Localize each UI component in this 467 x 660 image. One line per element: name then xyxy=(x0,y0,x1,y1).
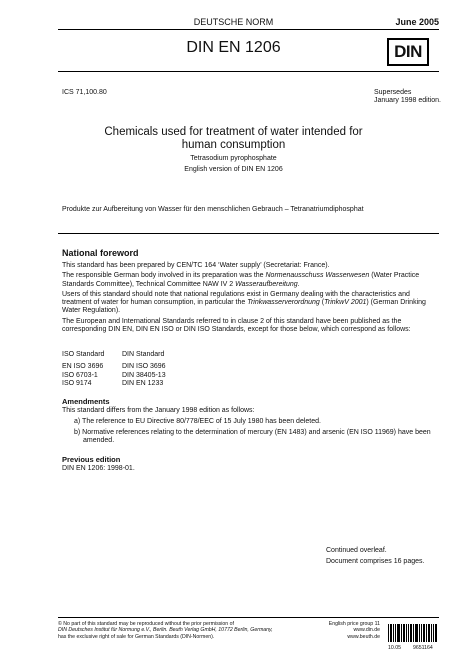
table-cell: ISO 9174 xyxy=(62,379,92,387)
national-foreword-heading: National foreword xyxy=(62,248,139,258)
page-count: Document comprises 16 pages. xyxy=(326,558,425,565)
previous-edition-heading: Previous edition xyxy=(62,455,121,464)
series-label: DEUTSCHE NORM xyxy=(193,17,274,27)
title-line-1: Chemicals used for treatment of water intended for xyxy=(104,126,363,138)
title-line-2: human consumption xyxy=(181,139,286,151)
national-foreword-body xyxy=(62,262,434,336)
price-block xyxy=(300,621,380,640)
table-row xyxy=(62,363,172,371)
foreword-p1: This standard has been prepared by CEN/TC 164 ‘Water supply’ (Secretariat: France). xyxy=(62,262,330,269)
table-cell: DIN EN 1233 xyxy=(122,379,164,387)
amendments-intro: This standard differs from the January 1998 edition as follows: xyxy=(62,407,255,414)
foreword-p2: The responsible German body involved in its preparation was the Normenausschuss Wasserwesen (Water Practice Standards Committee), Technical Committee NAW IV 2 Wasseraufbereitung. xyxy=(62,272,420,288)
table-row xyxy=(62,372,172,380)
date-code: 10.05 xyxy=(388,645,401,651)
table-header-cell: DIN Standard xyxy=(122,351,165,358)
english-version: English version of DIN EN 1206 xyxy=(184,166,283,173)
foreword-p3: Users of this standard should note that national regulations exist in Germany dealing with the characteristics and treatment of water for human consumption, in particular the Trinkwasserverordnung (TrinkwV 2001) (German Drinking Water Regulation). xyxy=(62,290,426,315)
supersedes-edition: January 1998 edition. xyxy=(374,97,441,104)
table-cell: EN ISO 3696 xyxy=(62,363,104,371)
table-cell: DIN ISO 3696 xyxy=(122,363,166,371)
top-rule xyxy=(58,29,439,30)
document-title xyxy=(0,126,467,152)
amendments-heading: Amendments xyxy=(62,397,110,406)
table-cell: DIN 38405-13 xyxy=(122,371,166,379)
foreword-p4: The European and International Standards referred to in clause 2 of this standard have been published as the corresponding DIN EN, DIN EN ISO or DIN ISO Standards, except for those below, which correspond as follows: xyxy=(62,317,411,334)
amendment-item-a: a) The reference to EU Directive 80/778/EEC of 15 July 1980 has been deleted. xyxy=(74,418,321,425)
copyright-line-2: DIN Deutsches Institut für Normung e.V., Berlin. Beuth Verlag GmbH, 10772 Berlin, Germany, xyxy=(58,627,273,634)
din-logo xyxy=(387,38,429,66)
continued-note: Continued overleaf. xyxy=(326,547,387,554)
product-code: 9651164 xyxy=(413,645,433,651)
subtitle: Tetrasodium pyrophosphate xyxy=(190,155,277,162)
previous-edition-text: DIN EN 1206: 1998-01. xyxy=(62,465,135,472)
doc-number-title: DIN EN 1206 xyxy=(186,39,281,56)
table-cell: ISO 6703-1 xyxy=(62,371,98,379)
footer-rule xyxy=(58,617,439,618)
table-row xyxy=(62,380,172,388)
din-logo-text: DIN xyxy=(394,42,422,61)
german-title: Produkte zur Aufbereitung von Wasser für den menschlichen Gebrauch – Tetranatriumdiphosphat xyxy=(62,206,364,213)
copyright-line-3: has the exclusive right of sale for German Standards (DIN-Normen). xyxy=(58,633,215,640)
amendment-item-b: b) Normative references relating to the determination of mercury (EN 1483) and arsenic (EN ISO 11969) have been amended. xyxy=(74,429,431,445)
mid-rule xyxy=(58,233,439,234)
price-group: English price group 11 xyxy=(328,621,380,627)
copyright-line-1: © No part of this standard may be reproduced without the prior permission of xyxy=(58,621,234,627)
issue-date: June 2005 xyxy=(395,17,439,27)
ics-code: ICS 71,100.80 xyxy=(62,89,107,96)
din-url[interactable]: www.din.de xyxy=(353,627,380,634)
barcode xyxy=(388,618,440,642)
supersedes-label: Supersedes xyxy=(374,89,412,96)
table-header-cell: ISO Standard xyxy=(62,351,105,358)
standards-mapping-table xyxy=(62,351,172,388)
header-rule xyxy=(58,71,439,72)
copyright-notice xyxy=(58,621,318,640)
beuth-url[interactable]: www.beuth.de xyxy=(347,633,380,640)
table-header-row xyxy=(62,351,172,359)
